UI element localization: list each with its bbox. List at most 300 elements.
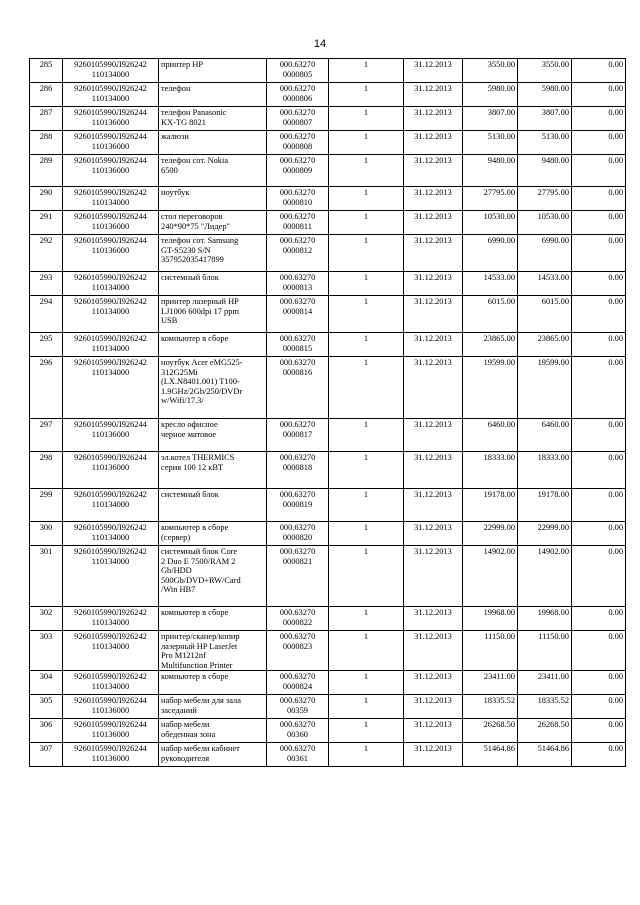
- inventory-number-line: 000.63270: [279, 334, 316, 343]
- quantity-cell: 1: [329, 607, 404, 631]
- date-cell: 31.12.2013: [404, 272, 463, 296]
- residual-value-cell: 19599.00: [518, 357, 572, 419]
- asset-name-line: системный блок Core: [161, 547, 238, 556]
- inventory-number-cell: [267, 607, 329, 631]
- inventory-number-cell: [267, 671, 329, 695]
- inventory-number-line: 000.63270: [279, 60, 316, 69]
- quantity-cell: 1: [329, 631, 404, 671]
- inventory-number-line: 000.63270: [279, 84, 316, 93]
- depreciation-cell: 0.00: [572, 107, 626, 131]
- asset-name-line: набор мебели: [161, 720, 210, 730]
- depreciation-cell: 0.00: [572, 211, 626, 235]
- account-code-cell: [63, 631, 159, 671]
- asset-name-line: принтер HP: [161, 60, 203, 69]
- cost-cell: 6460.00: [463, 419, 518, 452]
- inventory-number-cell: [267, 695, 329, 719]
- quantity-cell: 1: [329, 59, 404, 83]
- inventory-number-line: 00360: [287, 729, 308, 739]
- account-code-line: 9260105990Л926242: [74, 632, 147, 641]
- account-code-line: 9260105990Л926242: [74, 490, 147, 499]
- account-code-line: 110134000: [91, 93, 130, 103]
- date-cell: 31.12.2013: [404, 743, 463, 767]
- residual-value-cell: 27795.00: [518, 187, 572, 211]
- inventory-number-line: 000.63270: [279, 608, 316, 617]
- inventory-number-cell: [267, 743, 329, 767]
- table-row: [30, 357, 626, 419]
- depreciation-cell: 0.00: [572, 235, 626, 272]
- depreciation-cell: 0.00: [572, 357, 626, 419]
- asset-name-line: Pro M1212nf: [161, 651, 206, 661]
- inventory-number-line: 0000814: [282, 306, 313, 316]
- asset-name-cell: [159, 631, 267, 671]
- asset-name-cell: [159, 452, 267, 489]
- inventory-number-cell: [267, 631, 329, 671]
- inventory-number-line: 0000813: [282, 282, 313, 292]
- row-number-cell: 305: [30, 695, 63, 719]
- residual-value-cell: 23411.00: [518, 671, 572, 695]
- asset-name-line: ноутбук Acer eMG525-: [161, 358, 243, 367]
- row-number-cell: 291: [30, 211, 63, 235]
- inventory-number-line: 000.63270: [279, 212, 316, 221]
- table-row: [30, 83, 626, 107]
- date-cell: 31.12.2013: [404, 296, 463, 333]
- asset-name-line: Multifunction Printer: [161, 660, 233, 670]
- asset-name-line: системный блок: [161, 273, 219, 282]
- account-code-cell: [63, 452, 159, 489]
- inventory-number-line: 000.63270: [279, 696, 316, 706]
- inventory-number-cell: [267, 211, 329, 235]
- table-row: [30, 489, 626, 522]
- inventory-number-line: 000.63270: [279, 273, 316, 282]
- inventory-number-line: 000.63270: [279, 744, 316, 754]
- account-code-cell: [63, 546, 159, 607]
- quantity-cell: 1: [329, 546, 404, 607]
- asset-name-cell: [159, 107, 267, 131]
- inventory-number-line: 0000816: [282, 367, 313, 377]
- quantity-cell: 1: [329, 719, 404, 743]
- account-code-cell: [63, 155, 159, 187]
- inventory-number-cell: [267, 546, 329, 607]
- inventory-number-line: 000.63270: [279, 297, 316, 306]
- asset-name-cell: [159, 671, 267, 695]
- date-cell: 31.12.2013: [404, 631, 463, 671]
- inventory-number-cell: [267, 155, 329, 187]
- date-cell: 31.12.2013: [404, 671, 463, 695]
- inventory-number-line: 0000810: [282, 197, 313, 207]
- row-number-cell: 287: [30, 107, 63, 131]
- asset-name-line: (LX.N8401.001) T100-: [161, 377, 240, 387]
- asset-name-line: компьютер в сборе: [161, 334, 229, 343]
- inventory-number-line: 0000812: [282, 245, 313, 255]
- account-code-cell: [63, 419, 159, 452]
- depreciation-cell: 0.00: [572, 155, 626, 187]
- inventory-number-cell: [267, 452, 329, 489]
- row-number-cell: 299: [30, 489, 63, 522]
- cost-cell: 23411.00: [463, 671, 518, 695]
- inventory-number-line: 000.63270: [279, 453, 316, 462]
- depreciation-cell: 0.00: [572, 607, 626, 631]
- inventory-number-line: 0000822: [282, 617, 313, 627]
- inventory-number-line: 000.63270: [279, 523, 316, 532]
- residual-value-cell: 3807.00: [518, 107, 572, 131]
- account-code-cell: [63, 235, 159, 272]
- inventory-number-cell: [267, 235, 329, 272]
- asset-name-line: кресло офисное: [161, 420, 218, 429]
- depreciation-cell: 0.00: [572, 131, 626, 155]
- asset-table-body: [30, 59, 626, 767]
- asset-name-line: GT-S5230 S/N: [161, 245, 211, 255]
- inventory-number-line: 0000805: [282, 69, 313, 79]
- depreciation-cell: 0.00: [572, 272, 626, 296]
- quantity-cell: 1: [329, 419, 404, 452]
- inventory-number-cell: [267, 59, 329, 83]
- table-row: [30, 296, 626, 333]
- account-code-line: 110136000: [91, 141, 130, 151]
- cost-cell: 3807.00: [463, 107, 518, 131]
- asset-name-line: USB: [161, 316, 178, 326]
- account-code-line: 9260105990Л926242: [74, 672, 147, 682]
- quantity-cell: 1: [329, 107, 404, 131]
- account-code-line: 110134000: [91, 556, 130, 566]
- inventory-number-cell: [267, 719, 329, 743]
- cost-cell: 9480.00: [463, 155, 518, 187]
- inventory-number-line: 000.63270: [279, 490, 316, 499]
- account-code-line: 110134000: [91, 197, 130, 207]
- asset-name-line: телефон Panasonic: [161, 108, 227, 117]
- account-code-line: 9260105990Л926242: [74, 60, 147, 69]
- inventory-number-cell: [267, 419, 329, 452]
- account-code-line: 9260105990Л926244: [74, 212, 147, 221]
- asset-name-cell: [159, 522, 267, 546]
- quantity-cell: 1: [329, 333, 404, 357]
- asset-name-line: w/Wifi/17.3/: [161, 396, 204, 406]
- table-row: [30, 671, 626, 695]
- cost-cell: 26268.50: [463, 719, 518, 743]
- inventory-number-line: 0000809: [282, 165, 313, 175]
- row-number-cell: 298: [30, 452, 63, 489]
- quantity-cell: 1: [329, 522, 404, 546]
- account-code-cell: [63, 357, 159, 419]
- quantity-cell: 1: [329, 452, 404, 489]
- cost-cell: 10530.00: [463, 211, 518, 235]
- asset-name-line: (сервер): [161, 532, 191, 542]
- account-code-cell: [63, 695, 159, 719]
- account-code-cell: [63, 719, 159, 743]
- asset-name-cell: [159, 546, 267, 607]
- asset-name-cell: [159, 235, 267, 272]
- account-code-line: 110136000: [91, 221, 130, 231]
- account-code-cell: [63, 187, 159, 211]
- row-number-cell: 301: [30, 546, 63, 607]
- depreciation-cell: 0.00: [572, 671, 626, 695]
- inventory-number-cell: [267, 272, 329, 296]
- depreciation-cell: 0.00: [572, 59, 626, 83]
- inventory-number-cell: [267, 107, 329, 131]
- date-cell: 31.12.2013: [404, 489, 463, 522]
- account-code-line: 110134000: [91, 367, 130, 377]
- table-row: [30, 272, 626, 296]
- date-cell: 31.12.2013: [404, 59, 463, 83]
- asset-name-line: серия 100 12 кВТ: [161, 462, 223, 472]
- inventory-number-cell: [267, 296, 329, 333]
- inventory-number-line: 0000811: [282, 221, 312, 231]
- depreciation-cell: 0.00: [572, 719, 626, 743]
- row-number-cell: 288: [30, 131, 63, 155]
- account-code-cell: [63, 211, 159, 235]
- account-code-line: 9260105990Л926242: [74, 188, 147, 197]
- table-row: [30, 235, 626, 272]
- residual-value-cell: 9480.00: [518, 155, 572, 187]
- residual-value-cell: 23865.00: [518, 333, 572, 357]
- inventory-number-line: 000.63270: [279, 672, 316, 682]
- account-code-line: 110136000: [91, 705, 130, 715]
- account-code-line: 9260105990Л926244: [74, 720, 147, 730]
- date-cell: 31.12.2013: [404, 187, 463, 211]
- account-code-line: 9260105990Л926244: [74, 156, 147, 165]
- date-cell: 31.12.2013: [404, 522, 463, 546]
- table-row: [30, 419, 626, 452]
- quantity-cell: 1: [329, 235, 404, 272]
- account-code-cell: [63, 489, 159, 522]
- asset-name-line: 240*90*75 "Лидер": [161, 221, 230, 231]
- depreciation-cell: 0.00: [572, 83, 626, 107]
- asset-name-line: компьютер в сборе: [161, 523, 229, 532]
- asset-name-line: 357952035417899: [161, 255, 224, 265]
- asset-name-cell: [159, 695, 267, 719]
- depreciation-cell: 0.00: [572, 522, 626, 546]
- asset-name-line: 1.9GHz/2Gb/250/DVDr: [161, 386, 243, 396]
- date-cell: 31.12.2013: [404, 357, 463, 419]
- date-cell: 31.12.2013: [404, 333, 463, 357]
- table-row: [30, 59, 626, 83]
- residual-value-cell: 6990.00: [518, 235, 572, 272]
- asset-name-cell: [159, 155, 267, 187]
- account-code-line: 9260105990Л926242: [74, 334, 147, 343]
- inventory-number-cell: [267, 357, 329, 419]
- date-cell: 31.12.2013: [404, 607, 463, 631]
- account-code-cell: [63, 272, 159, 296]
- row-number-cell: 290: [30, 187, 63, 211]
- inventory-number-line: 0000815: [282, 343, 313, 353]
- row-number-cell: 302: [30, 607, 63, 631]
- residual-value-cell: 19178.00: [518, 489, 572, 522]
- row-number-cell: 293: [30, 272, 63, 296]
- quantity-cell: 1: [329, 743, 404, 767]
- asset-name-line: набор мебели кабинет: [161, 744, 240, 754]
- residual-value-cell: 51464.86: [518, 743, 572, 767]
- residual-value-cell: 14533.00: [518, 272, 572, 296]
- row-number-cell: 289: [30, 155, 63, 187]
- residual-value-cell: 22999.00: [518, 522, 572, 546]
- asset-name-cell: [159, 419, 267, 452]
- inventory-number-line: 000.63270: [279, 358, 316, 367]
- cost-cell: 5980.00: [463, 83, 518, 107]
- table-row: [30, 211, 626, 235]
- asset-name-line: Gb/HDD: [161, 566, 192, 576]
- asset-name-line: 2 Duo E 7500/RAM 2: [161, 556, 236, 566]
- depreciation-cell: 0.00: [572, 187, 626, 211]
- date-cell: 31.12.2013: [404, 235, 463, 272]
- account-code-cell: [63, 333, 159, 357]
- asset-name-cell: [159, 272, 267, 296]
- asset-name-line: 312G25Mi: [161, 367, 198, 377]
- inventory-number-line: 0000823: [282, 641, 313, 651]
- asset-name-line: стол переговоров: [161, 212, 223, 221]
- depreciation-cell: 0.00: [572, 419, 626, 452]
- asset-name-line: телефон сот. Nokia: [161, 156, 229, 165]
- row-number-cell: 300: [30, 522, 63, 546]
- quantity-cell: 1: [329, 671, 404, 695]
- depreciation-cell: 0.00: [572, 546, 626, 607]
- account-code-line: 110134000: [91, 343, 130, 353]
- asset-name-line: обеденная зона: [161, 729, 216, 739]
- quantity-cell: 1: [329, 83, 404, 107]
- table-row: [30, 719, 626, 743]
- account-code-line: 110136000: [91, 165, 130, 175]
- asset-name-line: жалюзи: [161, 132, 189, 141]
- row-number-cell: 296: [30, 357, 63, 419]
- inventory-number-line: 0000806: [282, 93, 313, 103]
- quantity-cell: 1: [329, 489, 404, 522]
- quantity-cell: 1: [329, 187, 404, 211]
- asset-name-line: руководителя: [161, 753, 210, 763]
- table-row: [30, 452, 626, 489]
- inventory-number-line: 0000808: [282, 141, 313, 151]
- depreciation-cell: 0.00: [572, 296, 626, 333]
- row-number-cell: 294: [30, 296, 63, 333]
- residual-value-cell: 18333.00: [518, 452, 572, 489]
- asset-name-line: принтер/сканер/копир: [161, 632, 240, 641]
- asset-name-cell: [159, 357, 267, 419]
- row-number-cell: 297: [30, 419, 63, 452]
- residual-value-cell: 14902.00: [518, 546, 572, 607]
- account-code-cell: [63, 296, 159, 333]
- inventory-number-line: 0000824: [282, 681, 313, 691]
- account-code-line: 9260105990Л926242: [74, 273, 147, 282]
- date-cell: 31.12.2013: [404, 719, 463, 743]
- cost-cell: 6990.00: [463, 235, 518, 272]
- table-row: [30, 187, 626, 211]
- date-cell: 31.12.2013: [404, 695, 463, 719]
- inventory-number-line: 0000818: [282, 462, 313, 472]
- inventory-number-cell: [267, 131, 329, 155]
- quantity-cell: 1: [329, 357, 404, 419]
- asset-name-line: KX-TG 8021: [161, 117, 206, 127]
- row-number-cell: 304: [30, 671, 63, 695]
- account-code-line: 110136000: [91, 729, 130, 739]
- cost-cell: 14533.00: [463, 272, 518, 296]
- quantity-cell: 1: [329, 211, 404, 235]
- cost-cell: 14902.00: [463, 546, 518, 607]
- asset-name-line: компьютер в сборе: [161, 608, 229, 617]
- row-number-cell: 303: [30, 631, 63, 671]
- account-code-line: 9260105990Л926242: [74, 358, 147, 367]
- residual-value-cell: 18335.52: [518, 695, 572, 719]
- account-code-cell: [63, 522, 159, 546]
- account-code-line: 110136000: [91, 117, 130, 127]
- account-code-line: 110134000: [91, 69, 130, 79]
- cost-cell: 27795.00: [463, 187, 518, 211]
- row-number-cell: 292: [30, 235, 63, 272]
- asset-name-cell: [159, 333, 267, 357]
- date-cell: 31.12.2013: [404, 452, 463, 489]
- quantity-cell: 1: [329, 131, 404, 155]
- date-cell: 31.12.2013: [404, 107, 463, 131]
- inventory-number-line: 000.63270: [279, 720, 316, 730]
- account-code-cell: [63, 83, 159, 107]
- depreciation-cell: 0.00: [572, 743, 626, 767]
- cost-cell: 18333.00: [463, 452, 518, 489]
- cost-cell: 18335.52: [463, 695, 518, 719]
- account-code-cell: [63, 131, 159, 155]
- row-number-cell: 286: [30, 83, 63, 107]
- account-code-line: 9260105990Л926244: [74, 420, 147, 429]
- inventory-number-line: 000.63270: [279, 156, 316, 165]
- table-row: [30, 695, 626, 719]
- residual-value-cell: 10530.00: [518, 211, 572, 235]
- cost-cell: 19968.00: [463, 607, 518, 631]
- asset-name-cell: [159, 59, 267, 83]
- asset-name-line: LJ1006 600dpi 17 ppm: [161, 306, 239, 316]
- quantity-cell: 1: [329, 695, 404, 719]
- asset-name-line: ноутбук: [161, 188, 190, 197]
- account-code-line: 110134000: [91, 532, 130, 542]
- account-code-cell: [63, 59, 159, 83]
- cost-cell: 19178.00: [463, 489, 518, 522]
- account-code-line: 9260105990Л926244: [74, 453, 147, 462]
- inventory-number-line: 000.63270: [279, 132, 316, 141]
- date-cell: 31.12.2013: [404, 83, 463, 107]
- asset-name-line: системный блок: [161, 490, 219, 499]
- account-code-cell: [63, 671, 159, 695]
- table-row: [30, 333, 626, 357]
- cost-cell: 11150.00: [463, 631, 518, 671]
- account-code-line: 110136000: [91, 245, 130, 255]
- residual-value-cell: 3550.00: [518, 59, 572, 83]
- inventory-number-line: 0000820: [282, 532, 313, 542]
- date-cell: 31.12.2013: [404, 419, 463, 452]
- cost-cell: 3550.00: [463, 59, 518, 83]
- date-cell: 31.12.2013: [404, 211, 463, 235]
- inventory-number-line: 000.63270: [279, 108, 316, 117]
- account-code-line: 9260105990Л926242: [74, 608, 147, 617]
- asset-name-line: принтер лазерный HP: [161, 297, 239, 306]
- asset-name-cell: [159, 743, 267, 767]
- depreciation-cell: 0.00: [572, 452, 626, 489]
- asset-name-cell: [159, 489, 267, 522]
- inventory-number-cell: [267, 333, 329, 357]
- cost-cell: 51464.86: [463, 743, 518, 767]
- cost-cell: 6015.00: [463, 296, 518, 333]
- cost-cell: 23865.00: [463, 333, 518, 357]
- date-cell: 31.12.2013: [404, 131, 463, 155]
- account-code-line: 9260105990Л926244: [74, 108, 147, 117]
- asset-name-line: лазерный HP LaserJet: [161, 641, 238, 651]
- account-code-line: 110134000: [91, 282, 130, 292]
- asset-name-cell: [159, 187, 267, 211]
- table-row: [30, 107, 626, 131]
- inventory-number-line: 000.63270: [279, 236, 316, 245]
- asset-name-cell: [159, 83, 267, 107]
- account-code-line: 9260105990Л926242: [74, 84, 147, 93]
- asset-name-line: компьютер в сборе: [161, 672, 229, 682]
- row-number-cell: 307: [30, 743, 63, 767]
- table-row: [30, 631, 626, 671]
- depreciation-cell: 0.00: [572, 489, 626, 522]
- asset-name-cell: [159, 719, 267, 743]
- account-code-cell: [63, 607, 159, 631]
- table-row: [30, 607, 626, 631]
